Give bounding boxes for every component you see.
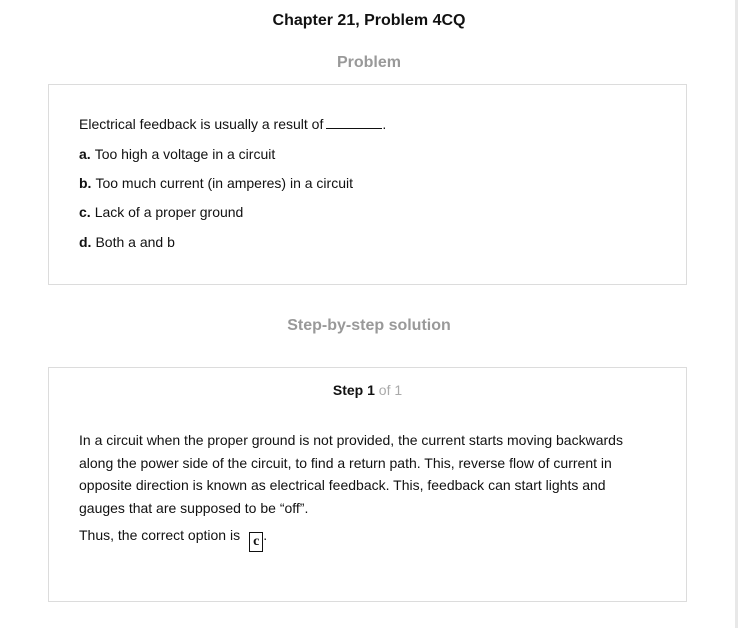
problem-heading: Problem <box>336 54 401 71</box>
answer-box: c <box>249 532 263 552</box>
solution-conclusion <box>79 527 267 552</box>
question-end: . <box>382 116 387 132</box>
step-number: 1 <box>367 382 375 398</box>
conclusion-text: Thus, the correct option is <box>79 527 241 543</box>
option-letter: a. <box>79 146 91 162</box>
question-text <box>79 116 386 132</box>
solution-card <box>48 367 687 602</box>
option-text: Both a and b <box>95 234 175 250</box>
problem-card <box>48 84 687 285</box>
solution-heading: Step-by-step solution <box>287 317 451 334</box>
conclusion-end: . <box>263 527 268 543</box>
option-text: Lack of a proper ground <box>94 204 244 220</box>
solution-explanation: In a circuit when the proper ground is not provided, the current starts moving backwards along the power side of the circuit, to find a return path. This, reverse flow of current in opposite direction is known as electrical feedback. This, feedback can start lights and gauges that are supposed to be “off”. <box>79 432 623 516</box>
option-letter: c. <box>79 204 91 220</box>
step-label: Step <box>332 382 364 398</box>
question-stem: Electrical feedback is usually a result of <box>79 116 324 132</box>
step-indicator <box>49 382 686 398</box>
question-blank <box>326 116 382 129</box>
option-letter: b. <box>79 175 92 191</box>
step-total: of 1 <box>378 382 403 398</box>
page-title: Chapter 21, Problem 4CQ <box>272 12 466 29</box>
option-d <box>79 234 175 250</box>
option-letter: d. <box>79 234 92 250</box>
option-text: Too high a voltage in a circuit <box>94 146 276 162</box>
option-b <box>79 175 353 191</box>
option-a <box>79 146 275 162</box>
option-c <box>79 204 243 220</box>
option-text: Too much current (in amperes) in a circuit <box>95 175 353 191</box>
